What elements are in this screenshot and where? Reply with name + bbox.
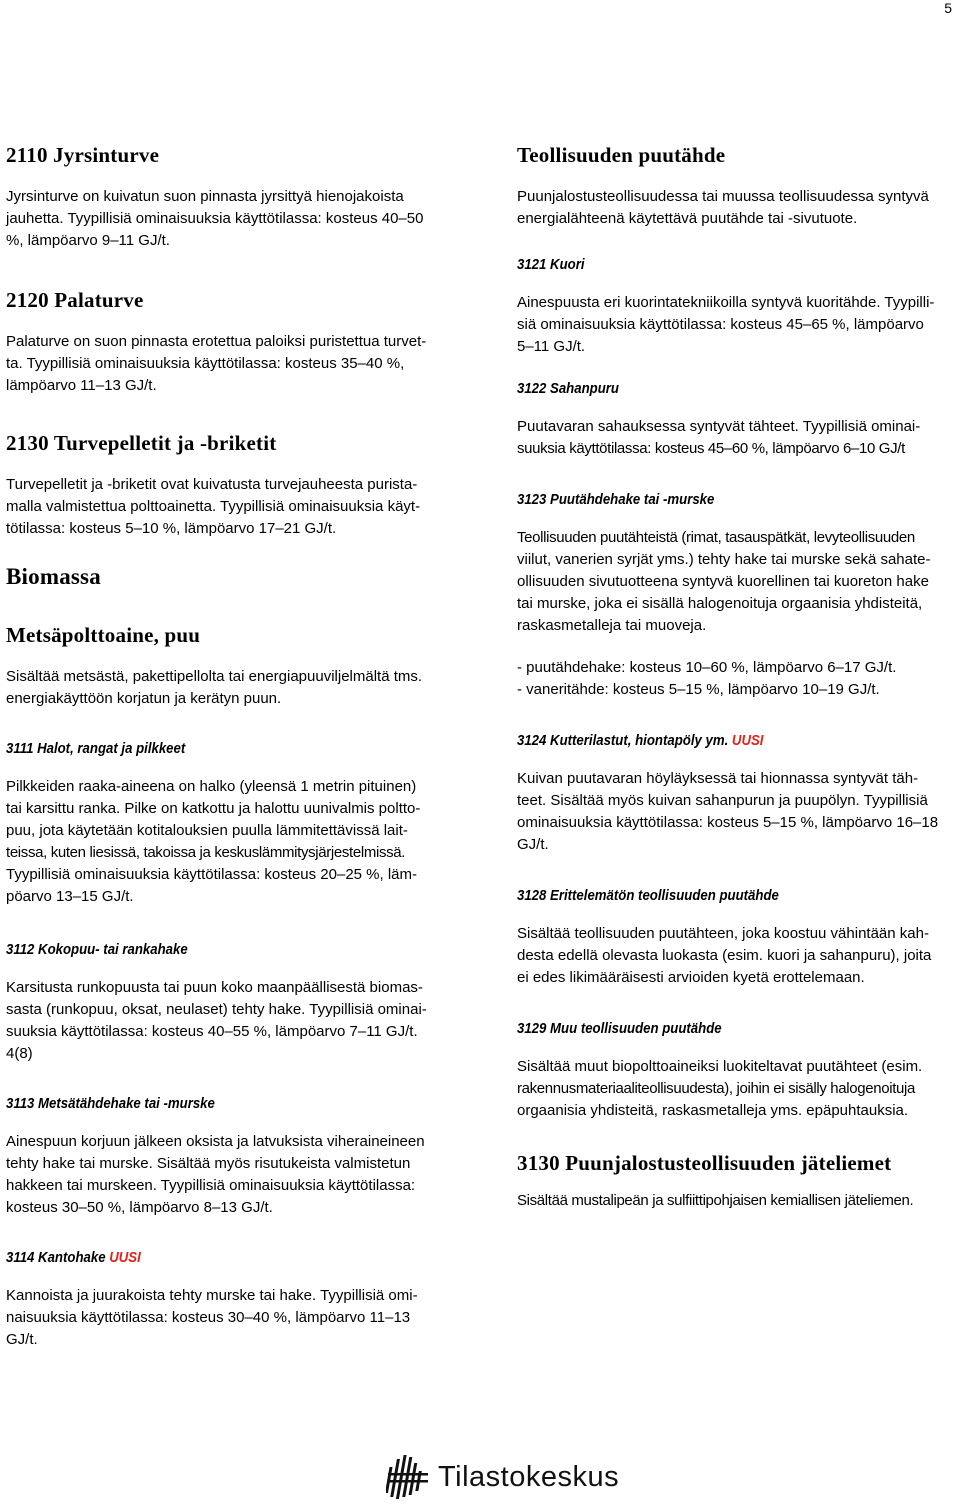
section-text-line: sasta (runkopuu, oksat, neulaset) tehty hake. Tyypillisiä ominai- <box>6 1001 427 1018</box>
section-heading-metsapolttoaine: Metsäpolttoaine, puu <box>6 623 201 647</box>
section-text-line: tai karsittu ranka. Pilke on katkottu ja halottu uunivalmis poltto- <box>6 800 421 817</box>
section-heading-2120: 2120 Palaturve <box>6 288 144 312</box>
section-text-line: Teollisuuden puutähteistä (rimat, tasauspätkät, levyteollisuuden <box>517 529 915 546</box>
section-heading-3130: 3130 Puunjalostusteollisuuden jäteliemet <box>517 1151 892 1175</box>
section-text-line: Ainespuusta eri kuorintatekniikoilla syntyvä kuoritähde. Tyypilli- <box>517 294 935 311</box>
section-text-line: lämpöarvo 11–13 GJ/t. <box>6 377 157 394</box>
list-item: - vaneritähde: kosteus 5–15 %, lämpöarvo 10–19 GJ/t. <box>517 681 880 698</box>
section-text-line: Puutavaran sahauksessa syntyvät tähteet. Tyypillisiä ominai- <box>517 418 921 435</box>
section-text-line: puu, jota käytetään kotitalouksien puulla lämmitettävissä lait- <box>6 822 408 839</box>
section-heading-3113: 3113 Metsätähdehake tai -murske <box>6 1095 215 1112</box>
section-text-line: tötilassa: kosteus 5–10 %, lämpöarvo 17–21 GJ/t. <box>6 520 337 537</box>
section-heading-3129: 3129 Muu teollisuuden puutähde <box>517 1020 722 1037</box>
section-text-line: raskasmetalleja tai muoveja. <box>517 617 707 634</box>
page-number: 5 <box>944 0 952 16</box>
section-heading-3123: 3123 Puutähdehake tai -murske <box>517 491 715 508</box>
right-column <box>517 140 957 1212</box>
section-text-line: naisuuksia käyttötilassa: kosteus 30–40 %, lämpöarvo 11–13 <box>6 1309 411 1326</box>
section-heading-3114-text: 3114 Kantohake <box>6 1249 106 1266</box>
section-text-line: desta edellä olevasta luokasta (esim. kuori ja sahanpuru), joita <box>517 947 932 964</box>
section-text-line: pöarvo 13–15 GJ/t. <box>6 888 134 905</box>
section-text-line: ei edes likimääräisesti arvioiden kyetä erottelemaan. <box>517 969 865 986</box>
section-heading-3112: 3112 Kokopuu- tai rankahake <box>6 941 188 958</box>
section-text-line: orgaanisia yhdisteitä, raskasmetalleja yms. epäpuhtauksia. <box>517 1102 909 1119</box>
section-text-line: GJ/t. <box>517 836 549 853</box>
section-text-line: Sisältää muut biopolttoaineiksi luokiteltavat puutähteet (esim. <box>517 1058 923 1075</box>
section-text-line: Pilkkeiden raaka-aineena on halko (yleensä 1 metrin pituinen) <box>6 778 417 795</box>
section-text-line: viilut, vanerien syrjät yms.) tehty hake tai murske sekä sahate- <box>517 551 931 568</box>
section-text-line: Jyrsinturve on kuivatun suon pinnasta jyrsittyä hienojakoista <box>6 188 404 205</box>
section-text-line: ta. Tyypillisiä ominaisuuksia käyttötilassa: kosteus 35–40 %, <box>6 355 405 372</box>
list-item: - puutähdehake: kosteus 10–60 %, lämpöarvo 6–17 GJ/t. <box>517 659 897 676</box>
section-text-line: hakkeen tai murskeen. Tyypillisiä ominaisuuksia käyttötilassa: <box>6 1177 416 1194</box>
section-text-line: Puunjalostusteollisuudessa tai muussa teollisuudessa syntyvä <box>517 188 929 205</box>
section-text-line: Palaturve on suon pinnasta erotettua paloiksi puristettua turvet- <box>6 333 427 350</box>
section-text-line: energiakäyttöön korjatun ja kerätyn puun. <box>6 690 282 707</box>
section-text-line: Karsitusta runkopuusta tai puun koko maanpäällisestä biomas- <box>6 979 423 996</box>
section-text-line: Sisältää teollisuuden puutähteen, joka koostuu vähintään kah- <box>517 925 929 942</box>
section-heading-2130: 2130 Turvepelletit ja -briketit <box>6 431 277 455</box>
section-heading-teollisuuden-puutahde: Teollisuuden puutähde <box>517 143 726 167</box>
section-text-line: Ainespuun korjuun jälkeen oksista ja latvuksista viheraineineen <box>6 1133 425 1150</box>
section-heading-2110: 2110 Jyrsinturve <box>6 143 160 167</box>
section-text-line: teissa, kuten liesissä, takoissa ja keskuslämmitysjärjestelmissä. <box>6 844 406 861</box>
section-text-line: teet. Sisältää myös kuivan sahanpurun ja puupölyn. Tyypillisiä <box>517 792 928 809</box>
new-badge: UUSI <box>731 732 764 749</box>
section-text-line: 5–11 GJ/t. <box>517 338 586 355</box>
section-text-line: rakennusmateriaaliteollisuudesta), joihin ei sisälly halogenoituja <box>517 1080 915 1097</box>
section-text-line: 4(8) <box>6 1045 33 1062</box>
section-heading-3114 <box>6 1247 393 1269</box>
section-heading-biomassa: Biomassa <box>6 564 101 589</box>
section-text-line: malla valmistettua polttoainetta. Tyypillisiä ominaisuuksia käyt- <box>6 498 421 515</box>
section-text-line: Turvepelletit ja -briketit ovat kuivatusta turvejauheesta purista- <box>6 476 418 493</box>
section-text-line: siä ominaisuuksia käyttötilassa: kosteus 45–65 %, lämpöarvo <box>517 316 924 333</box>
section-heading-3124 <box>517 730 904 752</box>
tilastokeskus-logo <box>386 1453 619 1501</box>
section-text-line: Sisältää metsästä, pakettipellolta tai energiapuuviljelmältä tms. <box>6 668 423 685</box>
logo-mark-icon <box>386 1453 430 1501</box>
section-heading-3111: 3111 Halot, rangat ja pilkkeet <box>6 740 186 757</box>
section-text-line: kosteus 30–50 %, lämpöarvo 8–13 GJ/t. <box>6 1199 273 1216</box>
logo-text: Tilastokeskus <box>438 1460 620 1493</box>
section-text-line: tehty hake tai murske. Sisältää myös risutukeista valmistetun <box>6 1155 411 1172</box>
section-text-line: jauhetta. Tyypillisiä ominaisuuksia käyttötilassa: kosteus 40–50 <box>6 210 424 227</box>
section-heading-3128: 3128 Erittelemätön teollisuuden puutähde <box>517 887 779 904</box>
section-text-line: ollisuuden sivutuotteena syntyvä kuorellinen tai kuoreton hake <box>517 573 929 590</box>
section-text-line: GJ/t. <box>6 1331 38 1348</box>
section-text-line: energialähteenä käytettävä puutähde tai -sivutuote. <box>517 210 858 227</box>
left-column <box>6 140 446 1351</box>
section-text-line: Kannoista ja juurakoista tehty murske tai hake. Tyypillisiä omi- <box>6 1287 418 1304</box>
section-text-line: Sisältää mustalipeän ja sulfiittipohjaisen kemiallisen jäteliemen. <box>517 1192 914 1209</box>
section-text-line: suuksia käyttötilassa: kosteus 45–60 %, lämpöarvo 6–10 GJ/t <box>517 440 905 457</box>
section-text-line: %, lämpöarvo 9–11 GJ/t. <box>6 232 170 249</box>
new-badge: UUSI <box>109 1249 141 1266</box>
section-heading-3124-text: 3124 Kutterilastut, hiontapöly ym. <box>517 732 729 749</box>
section-heading-3122: 3122 Sahanpuru <box>517 380 619 397</box>
section-text-line: Tyypillisiä ominaisuuksia käyttötilassa: kosteus 20–25 %, läm- <box>6 866 418 883</box>
section-text-line: tai murske, joka ei sisällä halogenoituja orgaanisia yhdisteitä, <box>517 595 923 612</box>
section-text-line: suuksia käyttötilassa: kosteus 40–55 %, lämpöarvo 7–11 GJ/t. <box>6 1023 418 1040</box>
section-text-line: Kuivan puutavaran höyläyksessä tai hionnassa syntyvät täh- <box>517 770 919 787</box>
section-heading-3121: 3121 Kuori <box>517 256 585 273</box>
section-text-line: ominaisuuksia käyttötilassa: kosteus 5–15 %, lämpöarvo 16–18 <box>517 814 939 831</box>
